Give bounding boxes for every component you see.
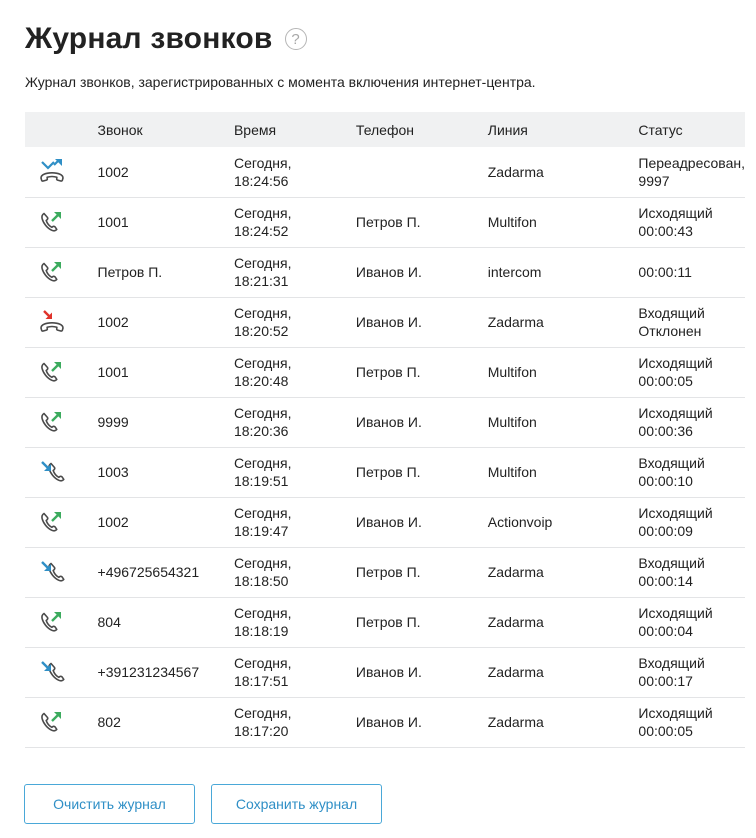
call-status-main: Исходящий	[638, 705, 713, 721]
call-phone: Петров П.	[355, 564, 421, 580]
call-type-cell	[25, 397, 98, 447]
table-row	[25, 647, 745, 697]
incoming-call-icon	[37, 659, 67, 685]
call-number: 9999	[97, 414, 129, 430]
call-status-main: Входящий	[638, 455, 705, 471]
call-status	[638, 397, 745, 447]
column-header-time: Время	[233, 121, 277, 138]
call-time	[234, 297, 356, 347]
call-status-detail: 9997	[638, 172, 670, 189]
call-type-cell	[25, 597, 98, 647]
call-type-cell	[25, 547, 98, 597]
call-phone: Иванов И.	[355, 664, 422, 680]
page-title: Журнал звонков	[25, 22, 273, 55]
call-time-day: Сегодня,	[233, 605, 292, 621]
call-phone: Петров П.	[355, 464, 421, 480]
call-type-cell	[25, 447, 98, 497]
call-time	[234, 197, 356, 247]
call-type-cell	[25, 297, 98, 347]
call-line: Multifon	[487, 214, 537, 230]
table-row	[25, 347, 745, 397]
outgoing-call-icon	[37, 259, 67, 285]
call-status-main: Исходящий	[638, 405, 713, 421]
call-number: 1002	[97, 163, 129, 180]
table-row	[25, 597, 745, 647]
call-time	[234, 697, 356, 747]
call-status-main: Входящий	[638, 305, 705, 321]
call-number: 1002	[97, 314, 129, 330]
table-header-row	[25, 112, 745, 147]
table-row	[25, 147, 745, 197]
call-number: 804	[97, 614, 121, 630]
call-status	[638, 297, 745, 347]
column-header-status: Статус	[638, 121, 683, 138]
call-line: Zadarma	[487, 163, 544, 180]
call-line: Zadarma	[487, 714, 544, 730]
call-time-day: Сегодня,	[233, 505, 292, 521]
call-time-clock: 18:24:56	[233, 172, 289, 189]
call-time-day: Сегодня,	[233, 305, 292, 321]
incoming-call-icon	[37, 459, 67, 485]
call-status-main: Переадресован,	[638, 154, 745, 171]
call-time	[234, 447, 356, 497]
call-time-day: Сегодня,	[233, 355, 292, 371]
call-line: Multifon	[487, 414, 537, 430]
outgoing-call-icon	[37, 409, 67, 435]
call-phone: Иванов И.	[355, 514, 422, 530]
call-status-detail: 00:00:04	[638, 623, 693, 639]
call-status	[638, 147, 745, 197]
incoming-call-icon	[37, 559, 67, 585]
table-row	[25, 547, 745, 597]
call-time	[234, 547, 356, 597]
call-line: Zadarma	[487, 314, 544, 330]
call-line: Zadarma	[487, 614, 544, 630]
call-phone: Петров П.	[355, 364, 421, 380]
call-time-clock: 18:24:52	[233, 223, 289, 239]
call-time-day: Сегодня,	[233, 154, 292, 171]
call-time	[234, 597, 356, 647]
call-log-body	[25, 147, 745, 747]
call-time-day: Сегодня,	[233, 555, 292, 571]
call-number: 1001	[97, 364, 129, 380]
outgoing-call-icon	[37, 359, 67, 385]
call-status	[638, 447, 745, 497]
page-subtitle: Журнал звонков, зарегистрированных с момента включения интернет-центра.	[25, 74, 536, 90]
call-line: Multifon	[487, 364, 537, 380]
call-time-clock: 18:19:47	[233, 523, 289, 539]
call-status-main: Исходящий	[638, 505, 713, 521]
call-status	[638, 547, 745, 597]
call-number: 1001	[97, 214, 129, 230]
call-time	[234, 247, 356, 297]
call-phone: Иванов И.	[355, 414, 422, 430]
call-status-detail: 00:00:05	[638, 723, 693, 739]
call-time	[234, 147, 356, 197]
outgoing-call-icon	[37, 609, 67, 635]
column-header-line: Линия	[487, 121, 528, 138]
call-line: Actionvoip	[487, 514, 553, 530]
table-row	[25, 497, 745, 547]
call-time-clock: 18:20:36	[233, 423, 289, 439]
call-time-day: Сегодня,	[233, 255, 292, 271]
call-status	[638, 247, 745, 297]
call-phone	[356, 147, 488, 197]
call-time-day: Сегодня,	[233, 405, 292, 421]
outgoing-call-icon	[37, 709, 67, 735]
call-time-clock: 18:17:20	[233, 723, 289, 739]
column-header-icon	[25, 112, 98, 147]
call-time	[234, 497, 356, 547]
save-log-button[interactable]: Сохранить журнал	[211, 784, 382, 824]
call-number: 802	[97, 714, 121, 730]
call-status-detail: 00:00:14	[638, 573, 693, 589]
clear-log-button[interactable]: Очистить журнал	[24, 784, 195, 824]
call-number: 1002	[97, 514, 129, 530]
table-row	[25, 697, 745, 747]
call-time-day: Сегодня,	[233, 655, 292, 671]
call-time-day: Сегодня,	[233, 205, 292, 221]
table-row	[25, 197, 745, 247]
call-time-day: Сегодня,	[233, 705, 292, 721]
call-status	[638, 697, 745, 747]
page-header	[25, 22, 307, 56]
call-phone: Петров П.	[355, 614, 421, 630]
call-type-cell	[25, 697, 98, 747]
call-status-main: 00:00:11	[638, 264, 692, 280]
call-status-main: Исходящий	[638, 205, 713, 221]
table-row	[25, 447, 745, 497]
call-number: +391231234567	[97, 664, 200, 680]
call-log-table	[25, 112, 745, 748]
call-phone: Иванов И.	[355, 264, 422, 280]
call-time	[234, 397, 356, 447]
call-time-day: Сегодня,	[233, 455, 292, 471]
call-status	[638, 597, 745, 647]
call-line: Zadarma	[487, 564, 544, 580]
call-time-clock: 18:18:19	[233, 623, 289, 639]
table-row	[25, 247, 745, 297]
call-line: Zadarma	[487, 664, 544, 680]
call-line: intercom	[487, 264, 542, 280]
outgoing-call-icon	[37, 209, 67, 235]
call-status-detail: 00:00:43	[638, 223, 693, 239]
call-time	[234, 647, 356, 697]
call-status-detail: 00:00:05	[638, 373, 693, 389]
call-time-clock: 18:20:52	[233, 323, 289, 339]
help-icon[interactable]: ?	[285, 28, 307, 50]
call-time-clock: 18:18:50	[233, 573, 289, 589]
call-phone: Петров П.	[355, 214, 421, 230]
call-status-detail: Отклонен	[638, 323, 702, 339]
column-header-phone: Телефон	[355, 121, 414, 138]
call-time-clock: 18:20:48	[233, 373, 289, 389]
call-type-cell	[25, 497, 98, 547]
call-type-cell	[25, 347, 98, 397]
column-header-call: Звонок	[97, 121, 143, 138]
call-time	[234, 347, 356, 397]
call-number: 1003	[97, 464, 129, 480]
call-status-detail: 00:00:10	[638, 473, 693, 489]
call-status-main: Входящий	[638, 655, 705, 671]
call-type-cell	[25, 647, 98, 697]
rejected-call-icon	[37, 309, 67, 335]
call-status	[638, 497, 745, 547]
call-time-clock: 18:21:31	[233, 273, 289, 289]
call-status-detail: 00:00:17	[638, 673, 693, 689]
call-number: +496725654321	[97, 564, 200, 580]
call-phone: Иванов И.	[355, 714, 422, 730]
forwarded-call-icon	[37, 159, 67, 185]
call-number: Петров П.	[97, 264, 163, 280]
call-status-main: Исходящий	[638, 605, 713, 621]
call-time-clock: 18:19:51	[233, 473, 289, 489]
call-type-cell	[25, 147, 98, 197]
call-status	[638, 647, 745, 697]
call-status-detail: 00:00:09	[638, 523, 693, 539]
call-status-main: Исходящий	[638, 355, 713, 371]
call-time-clock: 18:17:51	[233, 673, 289, 689]
call-status	[638, 197, 745, 247]
table-row	[25, 397, 745, 447]
table-row	[25, 297, 745, 347]
call-type-cell	[25, 247, 98, 297]
call-status-main: Входящий	[638, 555, 705, 571]
call-status-detail: 00:00:36	[638, 423, 693, 439]
call-type-cell	[25, 197, 98, 247]
call-status	[638, 347, 745, 397]
outgoing-call-icon	[37, 509, 67, 535]
call-phone: Иванов И.	[355, 314, 422, 330]
call-line: Multifon	[487, 464, 537, 480]
